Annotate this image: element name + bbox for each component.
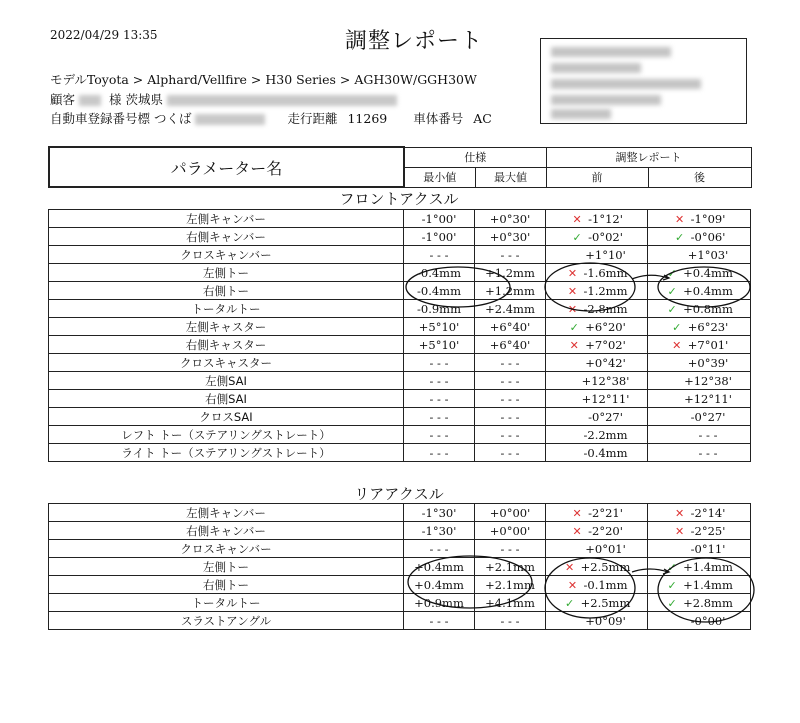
param-name-cell: [49, 264, 404, 282]
min-value-cell: [404, 372, 475, 390]
after-value-cell: [648, 246, 751, 264]
param-name: 左側トー: [203, 559, 249, 574]
customer-label: 顧客: [50, 92, 76, 107]
after-value-cell: [648, 300, 751, 318]
param-name: クロスキャスター: [180, 355, 272, 370]
max-value: +2.1mm: [485, 577, 535, 592]
before-value-cell: [546, 246, 648, 264]
before-value-cell: [546, 210, 648, 228]
after-value-cell: [648, 612, 751, 630]
before-value: -0°02': [588, 229, 623, 244]
table-row: [49, 408, 751, 426]
column-header: [48, 146, 752, 188]
table-row: [49, 576, 751, 594]
min-value-cell: [404, 558, 475, 576]
customer-suffix: 様 茨城県: [109, 92, 163, 107]
rear-axle-table: [48, 503, 751, 630]
max-value-cell: [475, 558, 546, 576]
before-value: -0°27': [588, 409, 623, 424]
max-value-cell: [475, 354, 546, 372]
after-value-cell: [648, 408, 751, 426]
max-value: +1.2mm: [485, 265, 535, 280]
min-header: 最小値: [404, 167, 475, 187]
table-row: [49, 246, 751, 264]
param-name-cell: [49, 594, 404, 612]
before-value-cell: [546, 504, 648, 522]
param-name: スラストアングル: [180, 613, 272, 628]
max-value-cell: [475, 426, 546, 444]
before-value: +12°38': [581, 373, 630, 388]
table-row: [49, 318, 751, 336]
table-row: [49, 354, 751, 372]
after-value-cell: [648, 540, 751, 558]
after-value: +1°03': [687, 247, 729, 262]
max-value: +2.1mm: [485, 559, 535, 574]
after-value: +0.4mm: [683, 265, 733, 280]
max-value-cell: [475, 282, 546, 300]
min-value-cell: [404, 282, 475, 300]
max-value: - - -: [500, 247, 520, 262]
before-value-cell: [546, 264, 648, 282]
param-name-cell: [49, 354, 404, 372]
min-value-cell: [404, 426, 475, 444]
pass-mark-icon: ✓: [572, 230, 582, 244]
after-value-cell: [648, 282, 751, 300]
before-value-cell: [546, 612, 648, 630]
min-value: +0.4mm: [414, 559, 464, 574]
shop-address-box: [540, 38, 747, 124]
max-value-cell: [475, 390, 546, 408]
fail-mark-icon: ✕: [675, 506, 685, 520]
param-name: トータルトー: [191, 301, 261, 316]
pass-mark-icon: ✓: [667, 578, 677, 592]
max-value: - - -: [500, 373, 520, 388]
max-value-cell: [475, 540, 546, 558]
before-value-cell: [546, 318, 648, 336]
before-value: -1.6mm: [583, 265, 628, 280]
fail-mark-icon: ✕: [567, 578, 578, 592]
max-value: - - -: [500, 355, 520, 370]
redacted-name: [79, 95, 101, 106]
report-header: 調整レポート: [546, 147, 751, 167]
pass-mark-icon: ✓: [672, 320, 682, 334]
max-header: 最大値: [475, 167, 546, 187]
param-name-cell: [49, 444, 404, 462]
min-value: +5°10': [418, 319, 460, 334]
max-value: +4.1mm: [485, 595, 535, 610]
param-name-cell: [49, 612, 404, 630]
param-name-cell: [49, 576, 404, 594]
vehicle-model: モデルToyota > Alphard/Vellfire > H30 Series > AGH30W/GGH30W: [50, 72, 477, 87]
table-row: [49, 300, 751, 318]
param-name: 右側トー: [203, 577, 249, 592]
after-value: +6°23': [687, 319, 729, 334]
table-row: [49, 282, 751, 300]
pass-mark-icon: ✓: [667, 596, 677, 610]
max-value-cell: [475, 594, 546, 612]
param-name: クロスSAI: [199, 409, 253, 424]
before-value: -0.4mm: [583, 445, 628, 460]
min-value: - - -: [429, 427, 449, 442]
after-value: -0°06': [690, 229, 726, 244]
before-value: +12°11': [581, 391, 630, 406]
table-row: [49, 612, 751, 630]
table-row: [49, 594, 751, 612]
pass-mark-icon: ✓: [667, 560, 677, 574]
param-name-cell: [49, 282, 404, 300]
redacted-plate: [195, 114, 265, 125]
table-row: [49, 372, 751, 390]
max-value: +0°30': [489, 211, 531, 226]
min-value: - - -: [429, 409, 449, 424]
after-value: +0°39': [687, 355, 729, 370]
min-value: +5°10': [418, 337, 460, 352]
after-value: +7°01': [687, 337, 729, 352]
max-value-cell: [475, 264, 546, 282]
max-value: +6°40': [489, 337, 531, 352]
before-value: +6°20': [585, 319, 626, 334]
after-value: -0°27': [690, 409, 726, 424]
table-row: [49, 444, 751, 462]
param-name-cell: [49, 318, 404, 336]
after-value-cell: [648, 336, 751, 354]
after-value-cell: [648, 354, 751, 372]
after-value-cell: [648, 390, 751, 408]
pass-mark-icon: ✓: [675, 230, 685, 244]
after-value-cell: [648, 372, 751, 390]
max-value-cell: [475, 504, 546, 522]
before-value-cell: [546, 540, 648, 558]
before-value: +0°01': [585, 541, 626, 556]
fail-mark-icon: ✕: [567, 266, 578, 280]
after-value-cell: [648, 558, 751, 576]
max-value: - - -: [500, 613, 520, 628]
before-value-cell: [546, 336, 648, 354]
pass-mark-icon: ✓: [667, 284, 677, 298]
rear-axle-title: リアアクスル: [354, 485, 444, 503]
after-value-cell: [648, 522, 751, 540]
front-axle-table: [48, 209, 751, 462]
max-value: - - -: [500, 541, 520, 556]
before-value: -0.1mm: [583, 577, 628, 592]
before-value-cell: [546, 426, 648, 444]
param-name-cell: [49, 300, 404, 318]
param-name: 右側キャンバー: [186, 523, 266, 538]
min-value: - - -: [429, 373, 449, 388]
fail-mark-icon: ✕: [567, 302, 578, 316]
table-row: [49, 558, 751, 576]
before-value-cell: [546, 522, 648, 540]
param-name: 左側キャスター: [185, 319, 267, 334]
max-value: +0°00': [489, 523, 531, 538]
before-value-cell: [546, 372, 648, 390]
fail-mark-icon: ✕: [672, 338, 682, 352]
registration-row: [50, 109, 492, 127]
min-value-cell: [404, 390, 475, 408]
min-value-cell: [404, 408, 475, 426]
before-value-cell: [546, 390, 648, 408]
max-value-cell: [475, 246, 546, 264]
after-value-cell: [648, 318, 751, 336]
param-name-cell: [49, 558, 404, 576]
param-name-cell: [49, 246, 404, 264]
after-value: -1°09': [690, 211, 726, 226]
max-value-cell: [475, 318, 546, 336]
min-value: -0.4mm: [417, 265, 461, 280]
before-value: +0°09': [585, 613, 626, 628]
before-value: +0°42': [585, 355, 626, 370]
min-value-cell: [404, 336, 475, 354]
param-name-cell: [49, 210, 404, 228]
max-value-cell: [475, 408, 546, 426]
min-value-cell: [404, 444, 475, 462]
before-value-cell: [546, 282, 648, 300]
min-value: - - -: [429, 391, 449, 406]
max-value: - - -: [500, 391, 520, 406]
param-name: 右側トー: [203, 283, 249, 298]
max-value: +1.2mm: [485, 283, 535, 298]
max-value: - - -: [500, 409, 520, 424]
before-value-cell: [546, 408, 648, 426]
max-value-cell: [475, 228, 546, 246]
max-value-cell: [475, 300, 546, 318]
min-value: - - -: [429, 355, 449, 370]
fail-mark-icon: ✕: [569, 338, 579, 352]
param-name-cell: [49, 372, 404, 390]
table-row: [49, 336, 751, 354]
max-value: +2.4mm: [485, 301, 535, 316]
table-row: [49, 210, 751, 228]
max-value: +0°00': [489, 505, 531, 520]
table-row: [49, 522, 751, 540]
min-value: - - -: [429, 445, 449, 460]
before-header: 前: [546, 167, 648, 187]
max-value-cell: [475, 210, 546, 228]
min-value: - - -: [429, 541, 449, 556]
min-value-cell: [404, 576, 475, 594]
param-name-cell: [49, 522, 404, 540]
param-name-cell: [49, 336, 404, 354]
vin-label: 車体番号: [413, 111, 464, 126]
before-value-cell: [546, 444, 648, 462]
param-name: クロスキャンバー: [180, 541, 272, 556]
after-value: -2°25': [690, 523, 726, 538]
before-value: +1°10': [585, 247, 626, 262]
min-value-cell: [404, 318, 475, 336]
table-row: [49, 264, 751, 282]
after-value: -2°14': [690, 505, 726, 520]
min-value-cell: [404, 504, 475, 522]
min-value-cell: [404, 612, 475, 630]
customer-row: [50, 90, 401, 108]
min-value-cell: [404, 354, 475, 372]
after-value-cell: [648, 264, 751, 282]
max-value: - - -: [500, 445, 520, 460]
after-value-cell: [648, 504, 751, 522]
min-value: +0.4mm: [414, 577, 464, 592]
before-value-cell: [546, 354, 648, 372]
after-value: +1.4mm: [683, 559, 733, 574]
report-title: 調整レポート: [345, 29, 484, 54]
param-name: 左側SAI: [205, 373, 247, 388]
before-value: -2°21': [588, 505, 623, 520]
param-name-cell: [49, 426, 404, 444]
after-value-cell: [648, 594, 751, 612]
min-value: -1°30': [421, 523, 457, 538]
min-value-cell: [404, 522, 475, 540]
after-value: +12°11': [684, 391, 732, 406]
param-name: トータルトー: [191, 595, 261, 610]
min-value: -0.4mm: [417, 283, 461, 298]
after-value-cell: [648, 210, 751, 228]
min-value: - - -: [429, 247, 449, 262]
before-value: -1.2mm: [583, 283, 628, 298]
front-axle-title: フロントアクスル: [339, 190, 459, 208]
min-value-cell: [404, 264, 475, 282]
pass-mark-icon: ✓: [667, 266, 677, 280]
after-value: +1.4mm: [683, 577, 733, 592]
max-value: +0°30': [489, 229, 531, 244]
before-value-cell: [546, 594, 648, 612]
param-name: 左側トー: [203, 265, 249, 280]
param-header: パラメーター名: [49, 147, 404, 187]
param-name-cell: [49, 228, 404, 246]
pass-mark-icon: ✓: [565, 596, 575, 610]
table-row: [49, 504, 751, 522]
max-value: - - -: [500, 427, 520, 442]
pass-mark-icon: ✓: [569, 320, 579, 334]
mileage-label: 走行距離: [287, 111, 338, 126]
before-value-cell: [546, 228, 648, 246]
after-value: +0.8mm: [683, 301, 733, 316]
fail-mark-icon: ✕: [572, 524, 582, 538]
min-value-cell: [404, 300, 475, 318]
param-name: レフト トー（ステアリングストレート）: [121, 427, 331, 442]
before-value: +2.5mm: [580, 595, 631, 610]
param-name: ライト トー（ステアリングストレート）: [121, 445, 331, 460]
max-value-cell: [475, 336, 546, 354]
min-value: -0.9mm: [417, 301, 461, 316]
after-value: -0°11': [690, 541, 726, 556]
before-value-cell: [546, 576, 648, 594]
after-value: +2.8mm: [683, 595, 733, 610]
pass-mark-icon: ✓: [667, 302, 677, 316]
param-name-cell: [49, 540, 404, 558]
param-name-cell: [49, 390, 404, 408]
param-name: 右側SAI: [205, 391, 247, 406]
max-value-cell: [475, 612, 546, 630]
min-value-cell: [404, 594, 475, 612]
before-value-cell: [546, 558, 648, 576]
before-value: +7°02': [585, 337, 626, 352]
after-value: +0.4mm: [683, 283, 733, 298]
min-value-cell: [404, 228, 475, 246]
before-value: -1°12': [588, 211, 623, 226]
max-value-cell: [475, 372, 546, 390]
before-value: -2.2mm: [583, 427, 628, 442]
fail-mark-icon: ✕: [675, 524, 685, 538]
table-row: [49, 228, 751, 246]
min-value-cell: [404, 246, 475, 264]
report-date: 2022/04/29 13:35: [50, 28, 158, 42]
vin-value: AC: [473, 111, 492, 126]
fail-mark-icon: ✕: [572, 212, 582, 226]
before-value-cell: [546, 300, 648, 318]
param-name: 右側キャスター: [185, 337, 267, 352]
param-name-cell: [49, 408, 404, 426]
after-value: -0°00': [690, 613, 726, 628]
after-value-cell: [648, 426, 751, 444]
min-value: +0.9mm: [414, 595, 464, 610]
after-value-cell: [648, 576, 751, 594]
table-row: [49, 540, 751, 558]
param-name-cell: [49, 504, 404, 522]
fail-mark-icon: ✕: [675, 212, 685, 226]
max-value-cell: [475, 576, 546, 594]
fail-mark-icon: ✕: [572, 506, 582, 520]
redacted-address: [167, 95, 397, 106]
min-value-cell: [404, 210, 475, 228]
after-value: +12°38': [684, 373, 732, 388]
after-value-cell: [648, 228, 751, 246]
max-value-cell: [475, 522, 546, 540]
after-value: - - -: [698, 427, 718, 442]
plate-label: 自動車登録番号標 つくば: [50, 111, 192, 126]
mileage-value: 11269: [347, 111, 388, 126]
min-value: -1°00': [421, 229, 457, 244]
param-name: クロスキャンバー: [180, 247, 272, 262]
table-row: [49, 426, 751, 444]
min-value: -1°00': [421, 211, 457, 226]
param-name: 左側キャンバー: [186, 505, 266, 520]
after-value: - - -: [698, 445, 718, 460]
max-value: +6°40': [489, 319, 531, 334]
min-value: -1°30': [421, 505, 457, 520]
min-value-cell: [404, 540, 475, 558]
table-row: [49, 390, 751, 408]
before-value: -2.8mm: [583, 301, 628, 316]
before-value: -2°20': [588, 523, 623, 538]
spec-header: 仕様: [404, 147, 546, 167]
max-value-cell: [475, 444, 546, 462]
param-name: 右側キャンバー: [186, 229, 266, 244]
param-name: 左側キャンバー: [186, 211, 266, 226]
after-value-cell: [648, 444, 751, 462]
before-value: +2.5mm: [580, 559, 631, 574]
min-value: - - -: [429, 613, 449, 628]
after-header: 後: [648, 167, 751, 187]
fail-mark-icon: ✕: [565, 560, 575, 574]
fail-mark-icon: ✕: [567, 284, 578, 298]
